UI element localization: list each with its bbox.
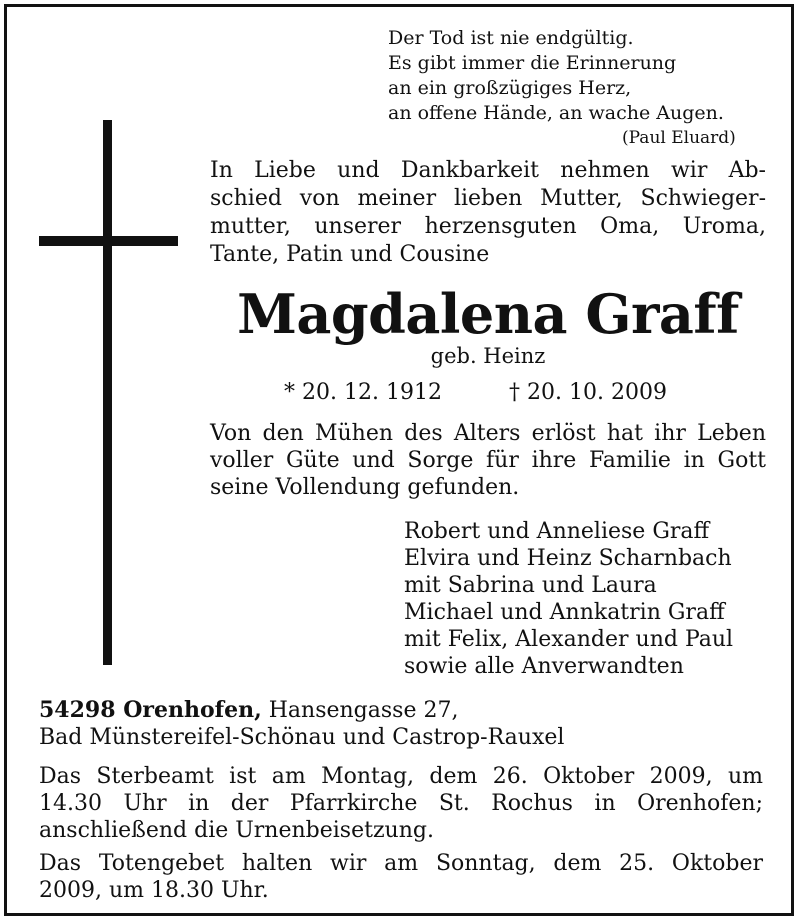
intro-text (210, 157, 766, 269)
birth-name: geb. Heinz (430, 344, 546, 368)
birth-date: * 20. 12. 1912 (284, 380, 442, 405)
intro-line: In Liebe und Dankbarkeit nehmen wir Ab- (210, 158, 766, 183)
address-second-line: Bad Münstereifel-Schönau und Castrop-Rauxel (39, 725, 565, 750)
cross-icon-crossbar (39, 236, 178, 246)
deceased-name: Magdalena Graff (237, 282, 739, 346)
mourner-line: Robert und Anneliese Graff (404, 519, 710, 544)
mourner-line: Elvira und Heinz Scharnbach (404, 546, 732, 571)
funeral-line: Das Sterbeamt ist am Montag, dem 26. Oktober 2009, um (39, 764, 763, 789)
address-street: Hansengasse 27, (268, 698, 459, 723)
death-date: † 20. 10. 2009 (509, 380, 667, 405)
poem (388, 26, 724, 126)
address-town: 54298 Orenhofen, (39, 697, 262, 723)
mourner-line: Michael und Annkatrin Graff (404, 600, 725, 625)
poem-author: (Paul Eluard) (622, 128, 736, 148)
intro-line: mutter, unserer herzensguten Oma, Uroma, (210, 214, 766, 239)
prayer-line: Das Totengebet halten wir am Sonntag, dem 25. Oktober (39, 851, 763, 876)
body-line: seine Vollendung gefunden. (210, 475, 520, 500)
prayer-info (39, 850, 763, 904)
mourner-line: mit Felix, Alexander und Paul (404, 627, 734, 652)
poem-line: an ein großzügiges Herz, (388, 77, 632, 99)
funeral-info (39, 763, 763, 844)
intro-line: Tante, Patin und Cousine (210, 242, 490, 267)
body-text (210, 420, 766, 501)
cross-icon (103, 120, 112, 665)
address (39, 697, 564, 751)
poem-line: an offene Hände, an wache Augen. (388, 102, 724, 124)
poem-line: Der Tod ist nie endgültig. (388, 27, 634, 49)
intro-line: schied von meiner lieben Mutter, Schwieger- (210, 186, 766, 211)
body-line: voller Güte und Sorge für ihre Familie in Gott (210, 448, 766, 473)
mourners-list (404, 518, 733, 680)
funeral-line: anschließend die Urnenbeisetzung. (39, 818, 434, 843)
prayer-line: 2009, um 18.30 Uhr. (39, 878, 269, 903)
mourner-line: mit Sabrina und Laura (404, 573, 657, 598)
poem-line: Es gibt immer die Erinnerung (388, 52, 677, 74)
mourner-line: sowie alle Anverwandten (404, 654, 684, 679)
funeral-line: 14.30 Uhr in der Pfarrkirche St. Rochus in Orenhofen; (39, 791, 763, 816)
body-line: Von den Mühen des Alters erlöst hat ihr Leben (210, 421, 766, 446)
address-line (39, 697, 564, 724)
